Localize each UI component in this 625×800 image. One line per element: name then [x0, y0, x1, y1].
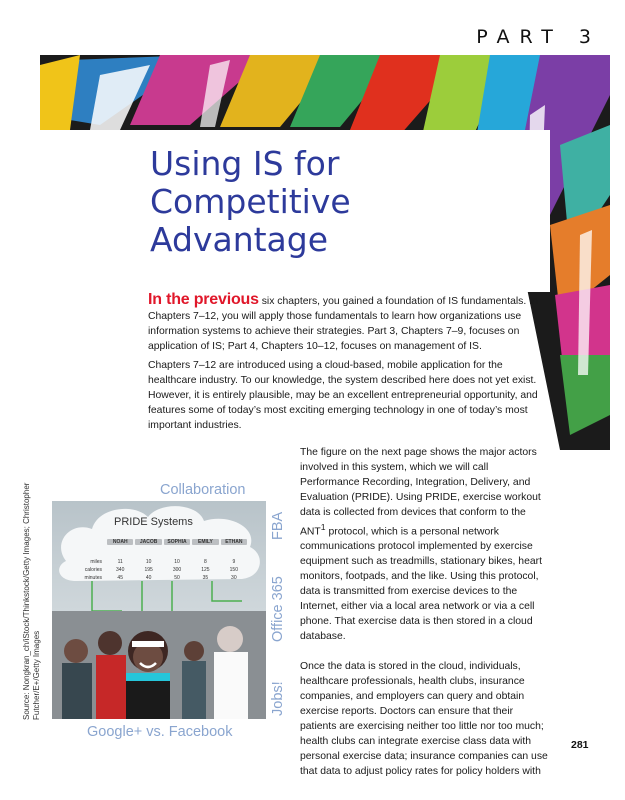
footnote-marker: 1 — [320, 522, 326, 532]
page-number: 281 — [571, 739, 589, 751]
column-header: JACOB — [135, 539, 161, 545]
table-cell: 45 — [117, 575, 123, 581]
fba-label: FBA — [270, 511, 286, 540]
table-row — [72, 566, 248, 574]
column-header: NOAH — [107, 539, 133, 545]
right-paragraph-2: Once the data is stored in the cloud, individuals, healthcare professionals, health clubs, insurance companies, and employers can query and obtain exercise reports. Doctors can ensure that their patients are exercising neither too little nor too much; health clubs can integrate exercise class data with personal exercise data; insurance companies can use that data to adjust policy rates for policy holders with — [300, 661, 548, 778]
right-paragraph-1 — [300, 445, 550, 644]
source-credit — [22, 468, 48, 720]
part-label: PART 3 — [476, 26, 601, 48]
part-title — [150, 145, 530, 259]
table-cell: 9 — [232, 559, 236, 565]
column-header: ETHAN — [221, 539, 247, 545]
table-cell: 195 — [144, 567, 153, 573]
paragraph-2: Chapters 7–12 are introduced using a cloud-based, mobile application for the healthcare industry. To our knowledge, the system described here does not yet exist. However, it is entirely plausible, may be an excellent entrepreneurial opportunity, and features some of today’s most exciting emerging technology in one of today’s most important industries. — [148, 360, 538, 431]
intro-paragraph — [148, 292, 548, 354]
table-cell: 30 — [231, 575, 237, 581]
row-label: miles — [90, 559, 102, 565]
table-cell: 300 — [172, 567, 182, 573]
row-label: minutes — [84, 575, 102, 581]
pride-data-table — [72, 538, 248, 582]
table-cell: 35 — [202, 575, 209, 581]
intro-lead: In the previous — [148, 291, 259, 308]
column-header: SOPHIA — [164, 539, 190, 545]
table-cell: 10 — [145, 559, 152, 565]
table-cell: 11 — [117, 559, 123, 565]
table-cell: 340 — [116, 567, 125, 573]
google-vs-facebook-label: Google+ vs. Facebook — [87, 724, 233, 740]
table-cell: 8 — [204, 559, 207, 565]
intro-text: six chapters, you gained a foundation of IS fundamentals. In Chapters 7–12, you will apply those fundamentals to learn how organizations use information systems to achieve their strategies. Part 3, Chapters 7–9, focuses on application of IS; Part 4, Chapters 10–12, focuses on management of IS. — [148, 296, 538, 352]
title-line-1: Using IS for — [150, 144, 340, 183]
table-cell: 40 — [145, 575, 152, 581]
p1-before: The figure on the next page shows the major actors involved in this system, which we will call Performance Recording, Integration, Delivery, and Evaluation (PRIDE). Using PRIDE, exercise workout data is collected from devices that conform to the ANT — [300, 447, 541, 538]
right-column — [300, 445, 550, 779]
table-cell: 50 — [174, 575, 180, 581]
table-cell: 10 — [174, 559, 180, 565]
exercise-photo — [52, 501, 266, 719]
cloud-title: PRIDE Systems — [114, 516, 193, 528]
p1-after: protocol, which is a personal network communications protocol implemented by exercise equipment such as treadmills, stationary bikes, heart monitors, footpads, and the like. Using this protocol, data is transmitted from exercise devices to the Internet, either via a local area network or via a cell phone. That exercise data is then stored in a cloud database. — [300, 526, 542, 643]
jobs-label: Jobs! — [270, 681, 286, 716]
column-header: EMILY — [192, 539, 218, 545]
row-label: calories — [84, 567, 102, 573]
table-header-row — [72, 538, 248, 546]
collaboration-label: Collaboration — [160, 482, 246, 498]
title-line-2: Competitive — [150, 182, 351, 221]
table-row — [72, 558, 248, 566]
title-line-3: Advantage — [150, 220, 329, 259]
source-credit-text: Source: Nongkran_ch/iStock/Thinkstock/Getty Images; Christopher Futcher/E+/Getty Images — [22, 482, 41, 720]
office-365-label: Office 365 — [270, 576, 286, 642]
table-cell: 125 — [201, 567, 210, 573]
table-cell: 150 — [229, 567, 238, 573]
table-row — [72, 574, 248, 582]
